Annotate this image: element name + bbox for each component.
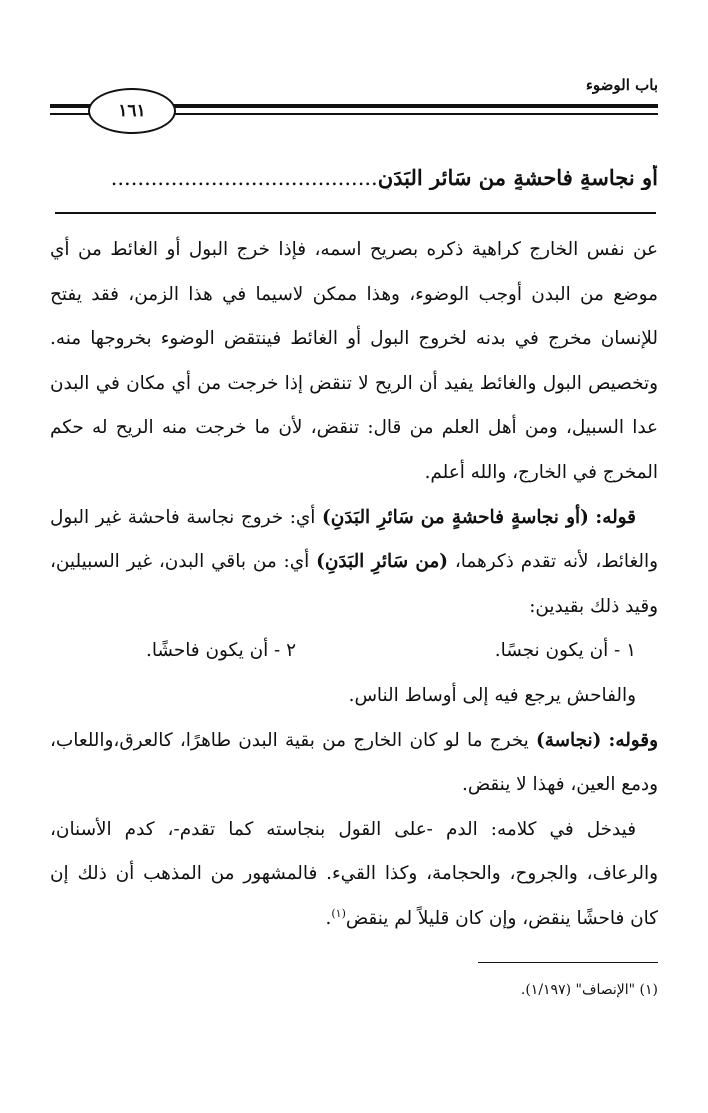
header-rule-left-thick [50,104,90,108]
commentary-body [50,228,658,942]
chapter-title: باب الوضوء [585,76,658,94]
paragraph-3: والفاحش يرجع فيه إلى أوساط الناس. [348,684,636,706]
paragraph-2-text-2: أي: من باقي البدن، غير السبيلين، وقيد ذلك بقيدين: [50,551,658,617]
paragraph-5-end: . [325,907,332,929]
matn-title [48,165,658,190]
paragraph-2 [50,496,658,630]
paragraph-4-text: يخرج ما لو كان الخارج من بقية البدن طاهرًا، كالعرق،واللعاب، ودمع العين، فهذا لا ينقض. [50,729,658,796]
quoted-najasa: (نجاسة) [536,729,602,751]
header-rule-left-thin [50,113,90,115]
condition-1: ١ - أن يكون نجسًا. [494,640,636,662]
footnote-marker: (١) [331,906,346,920]
waqawluhu-label: وقوله: [608,729,658,751]
paragraph-1: عن نفس الخارج كراهية ذكره بصريح اسمه، فإذا خرج البول أو الغائط من أي موضع من البدن أوجب الوضوء، وهذا ممكن لاسيما في هذا الزمن، فقد يفتح للإنسان مخرج في بدنه لخروج البول أو الغائط فينتقض الوضوء بخروجها منه. وتخصيص البول والغائط يفيد أن الريح لا تنقض إذا خرجت من أي مكان في البدن عدا السبيل، ومن أهل العلم من قال: تنقض، لأن ما خرجت منه الريح له حكم المخرج في الخارج، والله أعلم. [50,239,658,483]
quoted-matn-2: (من سَائرِ البَدَنِ) [316,551,448,573]
footnote: (١) "الإنصاف" (١/١٩٧). [520,982,658,998]
header-rule-right-thick [172,104,658,108]
footnote-rule [478,962,658,963]
matn-dots: ........................................ [110,166,378,190]
page-number: ١٦١ [88,88,176,134]
header-rule-right-thin [172,113,658,115]
matn-rule [55,212,656,214]
quoted-matn-1: (أو نجاسةٍ فاحشةٍ من سَائرِ البَدَنِ) [322,506,589,528]
conditions-row [50,629,658,674]
paragraph-5-text: فيدخل في كلامه: الدم -على القول بنجاسته كما تقدم-، كدم الأسنان، والرعاف، والجروح، والحجامة، وكذا القيء. فالمشهور من المذهب أن ذلك إن كان فاحشًا ينقض، وإن كان قليلاً لم ينقض [50,818,658,929]
paragraph-5 [50,808,658,942]
qawluhu-label: قوله: [595,506,636,528]
matn-text: أو نجاسةٍ فاحشةٍ من سَائرِ البَدَنِ [377,165,658,190]
condition-2: ٢ - أن يكون فاحشًا. [145,640,296,662]
paragraph-4 [50,719,658,808]
paragraph-2-text-1: أي: خروج نجاسة فاحشة غير البول والغائط، لأنه تقدم ذكرهما، [50,506,658,573]
